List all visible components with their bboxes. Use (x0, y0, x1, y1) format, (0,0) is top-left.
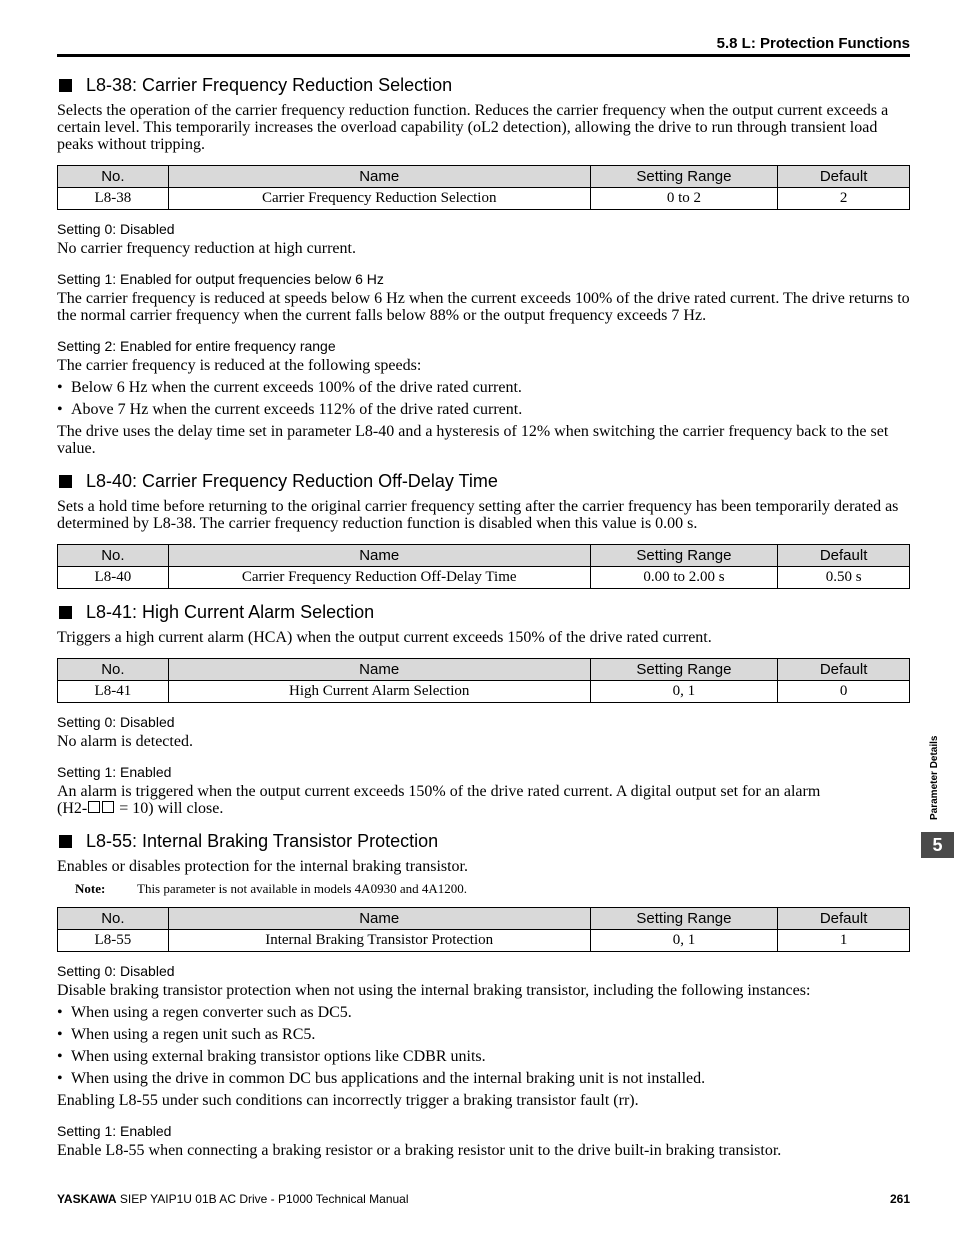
square-bullet-icon (59, 475, 72, 488)
setting-heading: Setting 1: Enabled (57, 1123, 172, 1139)
col-default: Default (778, 908, 910, 930)
cell-name: Carrier Frequency Reduction Selection (168, 188, 590, 210)
page-content (57, 74, 910, 1159)
list-item: • Above 7 Hz when the current exceeds 112% of the drive rated current. (57, 401, 523, 418)
setting-heading: Setting 1: Enabled (57, 764, 172, 780)
note-label: Note: (75, 881, 106, 896)
square-bullet-icon (59, 606, 72, 619)
placeholder-box-icon (102, 801, 114, 813)
side-tab-label: Parameter Details (929, 735, 940, 820)
section-heading-l8-40 (57, 470, 910, 492)
square-bullet-icon (59, 79, 72, 92)
square-bullet-icon (59, 835, 72, 848)
list-item: • Below 6 Hz when the current exceeds 100% of the drive rated current. (57, 379, 522, 396)
footer-text: SIEP YAIP1U 01B AC Drive - P1000 Technical Manual (116, 1192, 409, 1206)
col-no: No. (58, 545, 169, 567)
section-description: Selects the operation of the carrier frequency reduction function. Reduces the carrier frequency when the output current exceeds a certain level. This temporarily increases the overload capability (oL2 detection), allowing the drive to run through transient load peaks without tripping. (57, 102, 889, 153)
cell-no: L8-41 (58, 681, 169, 703)
col-default: Default (778, 545, 910, 567)
cell-default: 2 (778, 188, 910, 210)
cell-default: 0.50 s (778, 567, 910, 589)
col-no: No. (58, 659, 169, 681)
cell-range: 0, 1 (590, 930, 778, 952)
section-title: L8-55: Internal Braking Transistor Protection (86, 831, 439, 851)
page-footer (57, 1192, 910, 1206)
setting-text: Disable braking transistor protection when not using the internal braking transistor, including the following instances: (57, 982, 811, 999)
cell-no: L8-55 (58, 930, 169, 952)
setting-text: No carrier frequency reduction at high current. (57, 240, 356, 257)
list-item-text: Above 7 Hz when the current exceeds 112% of the drive rated current. (71, 401, 523, 418)
cell-name: Carrier Frequency Reduction Off-Delay Time (168, 567, 590, 589)
col-name: Name (168, 908, 590, 930)
cell-no: L8-40 (58, 567, 169, 589)
list-item-text: Below 6 Hz when the current exceeds 100% of the drive rated current. (71, 379, 522, 396)
cell-range: 0 to 2 (590, 188, 778, 210)
list-item: • When using external braking transistor options like CDBR units. (57, 1048, 486, 1065)
setting-text: The carrier frequency is reduced at speeds below 6 Hz when the current exceeds 100% of the drive rated current. The drive returns to the normal carrier frequency when the current falls below 88% or the output frequency exceeds 7 Hz. (57, 290, 910, 324)
setting-text: Enabling L8-55 under such conditions can incorrectly trigger a braking transistor fault (rr). (57, 1092, 639, 1109)
list-item-text: When using a regen converter such as DC5. (71, 1004, 352, 1021)
section-title: L8-38: Carrier Frequency Reduction Selection (86, 75, 453, 95)
section-description: Enables or disables protection for the internal braking transistor. (57, 858, 468, 875)
col-range: Setting Range (590, 659, 778, 681)
setting-heading: Setting 0: Disabled (57, 714, 175, 730)
list-item: • When using a regen converter such as DC5. (57, 1004, 352, 1021)
section-heading-l8-41 (57, 601, 910, 623)
cell-name: Internal Braking Transistor Protection (168, 930, 590, 952)
section-description: Sets a hold time before returning to the original carrier frequency setting after the carrier frequency has been temporarily derated as determined by L8-38. The carrier frequency reduction function is disabled when this value is 0.00 s. (57, 498, 899, 532)
setting-text-line: An alarm is triggered when the output current exceeds 150% of the drive rated current. A digital output set for an alarm (57, 783, 821, 800)
table-row (58, 930, 910, 952)
table-header-row (58, 659, 910, 681)
setting-heading: Setting 0: Disabled (57, 963, 175, 979)
list-item-text: When using a regen unit such as RC5. (71, 1026, 316, 1043)
page-header: 5.8 L: Protection Functions (57, 34, 910, 57)
note-text: This parameter is not available in models 4A0930 and 4A1200. (137, 881, 467, 896)
section-heading-l8-55 (57, 830, 910, 852)
setting-heading: Setting 1: Enabled for output frequencies below 6 Hz (57, 271, 384, 287)
parameter-table-l8-38 (57, 165, 910, 210)
section-title: L8-40: Carrier Frequency Reduction Off-Delay Time (86, 471, 498, 491)
cell-no: L8-38 (58, 188, 169, 210)
cell-range: 0.00 to 2.00 s (590, 567, 778, 589)
section-description: Triggers a high current alarm (HCA) when the output current exceeds 150% of the drive rated current. (57, 629, 712, 646)
placeholder-box-icon (88, 801, 100, 813)
table-header-row (58, 908, 910, 930)
setting-text (57, 783, 910, 817)
col-name: Name (168, 166, 590, 188)
col-name: Name (168, 545, 590, 567)
footer-brand: YASKAWA (57, 1192, 117, 1206)
setting-text: No alarm is detected. (57, 733, 193, 750)
parameter-table-l8-55 (57, 907, 910, 952)
list-item: • When using a regen unit such as RC5. (57, 1026, 316, 1043)
col-range: Setting Range (590, 166, 778, 188)
section-heading-l8-38 (57, 74, 910, 96)
parameter-table-l8-41 (57, 658, 910, 703)
table-header-row (58, 545, 910, 567)
setting-text-suffix: = 10) will close. (115, 800, 224, 817)
setting-text: The drive uses the delay time set in parameter L8-40 and a hysteresis of 12% when switching the carrier frequency back to the set value. (57, 423, 889, 457)
col-no: No. (58, 166, 169, 188)
table-header-row (58, 166, 910, 188)
parameter-table-l8-40 (57, 544, 910, 589)
chapter-tab[interactable]: 5 (921, 832, 954, 858)
setting-text: The carrier frequency is reduced at the following speeds: (57, 357, 422, 374)
col-default: Default (778, 166, 910, 188)
setting-text-prefix: (H2- (57, 800, 88, 817)
setting-text: Enable L8-55 when connecting a braking resistor or a braking resistor unit to the drive built-in braking transistor. (57, 1142, 782, 1159)
col-name: Name (168, 659, 590, 681)
col-range: Setting Range (590, 908, 778, 930)
setting-heading: Setting 0: Disabled (57, 221, 175, 237)
table-row (58, 681, 910, 703)
col-default: Default (778, 659, 910, 681)
section-title: L8-41: High Current Alarm Selection (86, 602, 375, 622)
list-item: • When using the drive in common DC bus applications and the internal braking unit is not installed. (57, 1070, 706, 1087)
cell-default: 0 (778, 681, 910, 703)
list-item-text: When using the drive in common DC bus applications and the internal braking unit is not installed. (71, 1070, 706, 1087)
page-number: 261 (889, 1192, 910, 1206)
col-no: No. (58, 908, 169, 930)
table-row (58, 188, 910, 210)
cell-range: 0, 1 (590, 681, 778, 703)
cell-default: 1 (778, 930, 910, 952)
cell-name: High Current Alarm Selection (168, 681, 590, 703)
col-range: Setting Range (590, 545, 778, 567)
list-item-text: When using external braking transistor options like CDBR units. (71, 1048, 486, 1065)
setting-heading: Setting 2: Enabled for entire frequency range (57, 338, 336, 354)
table-row (58, 567, 910, 589)
note (57, 881, 910, 897)
